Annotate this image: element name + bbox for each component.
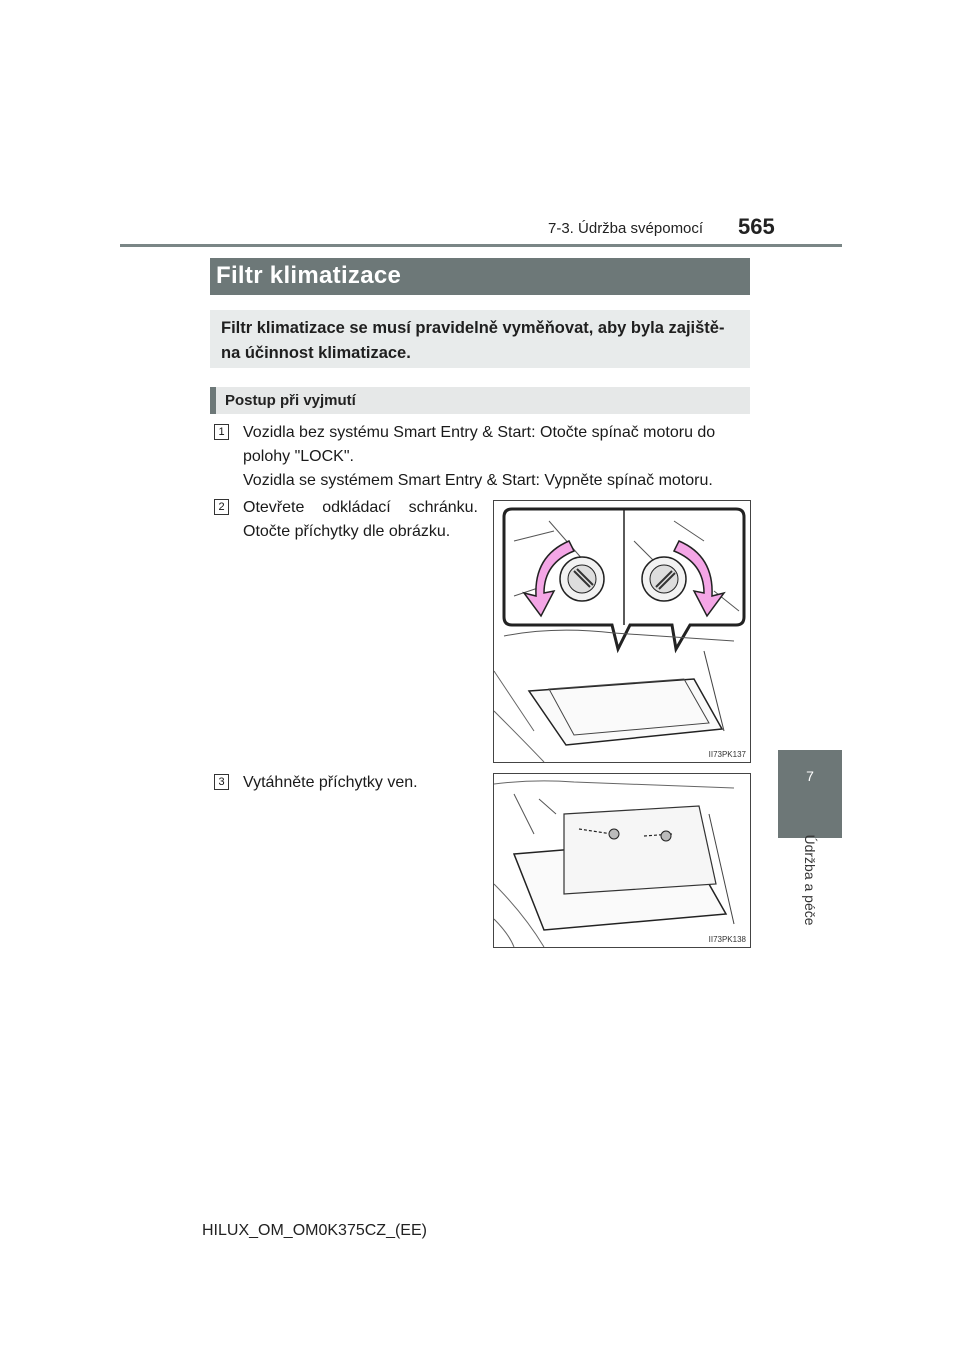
subheading: Postup při vyjmutí — [225, 392, 356, 409]
glovebox-open-illustration — [494, 774, 750, 947]
step-2-line-2: Otočte příchytky dle obrázku. — [243, 523, 451, 540]
page-number: 565 — [738, 214, 775, 239]
step-1-line-1: Vozidla bez systému Smart Entry & Start: Otočte spínač motoru do — [243, 424, 716, 441]
intro-text: Filtr klimatizace se musí pravidelně vyměňovat, aby byla zajiště-na účinnost klimatizace. — [221, 319, 725, 362]
glovebox-illustration — [494, 501, 750, 762]
figure-code: II73PK137 — [708, 750, 746, 759]
chapter-number: 7 — [806, 768, 814, 784]
step-2-line-1: Otevřete odkládací schránku. — [243, 499, 478, 516]
section-title: 7-3. Údržba svépomocí — [548, 220, 704, 237]
figure-glovebox-clips-turn — [493, 500, 751, 763]
subheading-accent — [210, 387, 216, 414]
chapter-title-vertical — [760, 830, 860, 930]
step-1-line-2: polohy "LOCK". — [243, 448, 354, 465]
figure-glovebox-clips-pull — [493, 773, 751, 948]
step-number-2: 2 — [214, 499, 229, 515]
chapter-tab — [778, 750, 842, 838]
figure-code: II73PK138 — [708, 935, 746, 944]
step-3-line-1: Vytáhněte příchytky ven. — [243, 774, 418, 791]
step-number-3: 3 — [214, 774, 229, 790]
step-number-1: 1 — [214, 424, 229, 440]
header-rule — [120, 244, 842, 247]
page-title: Filtr klimatizace — [216, 262, 402, 289]
step-1-line-3: Vozidla se systémem Smart Entry & Start: Vypněte spínač motoru. — [243, 472, 713, 489]
footer-doc-id: HILUX_OM_OM0K375CZ_(EE) — [202, 1222, 427, 1239]
chapter-title: Údržba a péče — [802, 834, 818, 926]
